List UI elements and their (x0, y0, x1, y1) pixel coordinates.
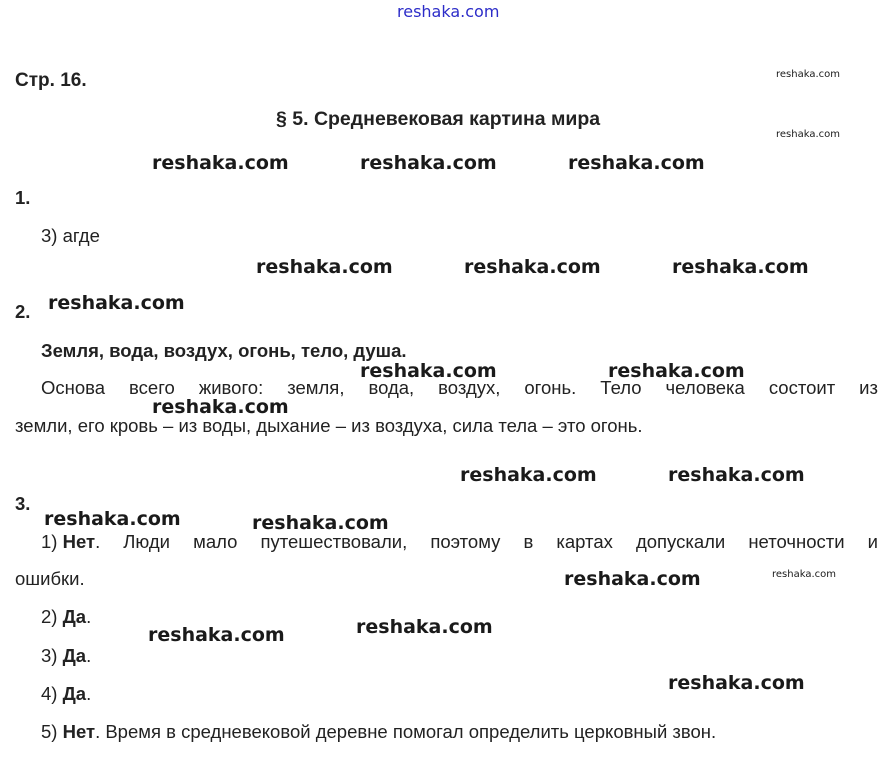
watermark: reshaka.com (568, 152, 705, 174)
item-number: 5) (41, 721, 58, 742)
watermark: reshaka.com (148, 624, 285, 646)
question-1-answer: 3) агде (41, 225, 100, 246)
question-3-item-1 (41, 531, 878, 553)
item-verdict: Нет (62, 721, 96, 742)
watermark: reshaka.com (256, 256, 393, 278)
watermark: reshaka.com (356, 616, 493, 638)
item-number: 2) (41, 606, 58, 627)
watermark: reshaka.com (464, 256, 601, 278)
question-2-paragraph-line-2: земли, его кровь – из воды, дыхание – из воздуха, сила тела – это огонь. (15, 415, 643, 436)
question-3-item-4 (41, 683, 91, 705)
item-text: . (86, 606, 92, 627)
watermark: reshaka.com (360, 360, 497, 382)
question-1-number: 1. (15, 187, 31, 208)
item-text: . (86, 645, 92, 666)
watermark: reshaka.com (152, 396, 289, 418)
question-3-number: 3. (15, 493, 31, 514)
watermark: reshaka.com (608, 360, 745, 382)
item-text: . (86, 683, 92, 704)
page-title: § 5. Средневековая картина мира (276, 108, 601, 130)
watermark: reshaka.com (672, 256, 809, 278)
question-2-bold-answer: Земля, вода, воздух, огонь, тело, душа. (41, 340, 407, 361)
item-verdict: Нет (62, 531, 96, 552)
item-number: 3) (41, 645, 58, 666)
item-text-line-1: . Люди мало путешествовали, поэтому в картах допускали неточности и (95, 531, 878, 552)
question-2-paragraph-line-1: Основа всего живого: земля, вода, воздух, огонь. Тело человека состоит из (41, 377, 878, 398)
watermark: reshaka.com (668, 464, 805, 486)
watermark: reshaka.com (776, 129, 840, 140)
page-reference: Стр. 16. (15, 70, 87, 91)
question-3-item-1-line-2: ошибки. (15, 568, 85, 589)
watermark: reshaka.com (360, 152, 497, 174)
watermark: reshaka.com (48, 292, 185, 314)
watermark-top: reshaka.com (397, 2, 500, 21)
watermark: reshaka.com (772, 569, 836, 580)
item-number: 1) (41, 531, 58, 552)
item-text: . Время в средневековой деревне помогал определить церковный звон. (95, 721, 717, 742)
question-3-item-5 (41, 721, 716, 743)
watermark: reshaka.com (44, 508, 181, 530)
watermark: reshaka.com (668, 672, 805, 694)
watermark: reshaka.com (776, 69, 840, 80)
watermark: reshaka.com (252, 512, 389, 534)
question-3-item-2 (41, 606, 91, 628)
question-3-item-3 (41, 645, 91, 667)
watermark: reshaka.com (152, 152, 289, 174)
watermark: reshaka.com (564, 568, 701, 590)
watermark: reshaka.com (460, 464, 597, 486)
item-number: 4) (41, 683, 58, 704)
item-verdict: Да (62, 683, 87, 704)
item-verdict: Да (62, 606, 87, 627)
question-2-number: 2. (15, 301, 31, 322)
item-verdict: Да (62, 645, 87, 666)
